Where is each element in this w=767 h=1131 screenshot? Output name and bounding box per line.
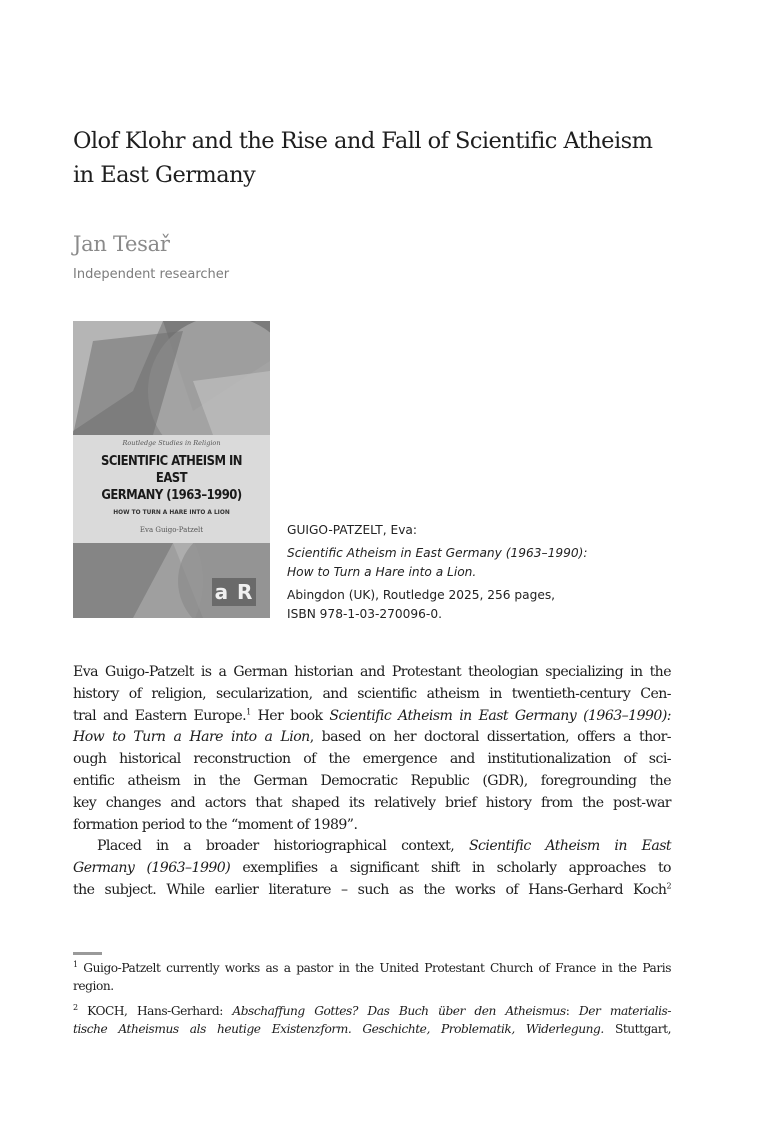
footnote-1 — [73, 960, 671, 995]
text-run: : — [565, 1004, 579, 1018]
bib-pub-line-1: Abingdon (UK), Routledge 2025, 256 pages, — [287, 587, 556, 602]
text-run: , based on her doctoral dissertation, offers a thor- — [309, 729, 671, 746]
paragraph-2 — [73, 836, 671, 901]
bib-title — [287, 544, 667, 583]
publisher-logo: a R — [212, 578, 256, 606]
bib-title-line-2: How to Turn a Hare into a Lion. — [287, 565, 477, 579]
text-line — [73, 706, 671, 728]
footnote-line — [73, 1003, 671, 1021]
text-line — [73, 727, 671, 749]
cover-author: Eva Guigo-Patzelt — [139, 526, 204, 534]
text-run: exemplifies a significant shift in scholarly approaches to — [230, 860, 671, 877]
text-line — [73, 880, 671, 902]
book-title-italic: Germany (1963–1990) — [73, 860, 231, 877]
book-title-italic: How to Turn a Hare into a Lion — [73, 729, 310, 746]
cover-title-line-1: SCIENTIFIC ATHEISM IN EAST — [100, 453, 243, 486]
bib-title-line-1: Scientific Atheism in East Germany (1963–1990): — [287, 545, 588, 560]
footnote-2 — [73, 1003, 671, 1038]
title-line-1: Olof Klohr and the Rise and Fall of Scientific Atheism — [73, 128, 653, 154]
text-run: Stuttgart, — [603, 1021, 671, 1036]
footnote-number: 2 — [73, 1002, 78, 1012]
text-line: key changes and actors that shaped its relatively brief history from the post-war — [73, 794, 671, 811]
footnote-number: 1 — [73, 959, 78, 969]
text-line — [73, 836, 671, 858]
text-line: formation period to the “moment of 1989”. — [73, 816, 358, 833]
text-run-italic: Abschaffung Gottes? Das Buch über den Atheismus — [232, 1004, 566, 1018]
text-run: Guigo-Patzelt currently works as a pastor in the United Protestant Church of France in the Paris — [77, 961, 671, 975]
text-run-italic: Der materialis- — [578, 1004, 671, 1018]
text-run: KOCH, Hans-Gerhard: — [77, 1004, 233, 1018]
title-line-2: in East Germany — [73, 162, 256, 188]
footnote-ref-2[interactable]: 2 — [666, 881, 671, 891]
text-line: entific atheism in the German Democratic Republic (GDR), foregrounding the — [73, 772, 671, 789]
text-line: history of religion, secularization, and scientific atheism in twentieth-century Cen- — [73, 685, 671, 702]
article-title — [73, 124, 693, 192]
author-affiliation: Independent researcher — [73, 267, 230, 282]
cover-title-band — [73, 435, 270, 543]
text-run: Placed in a broader historiographical context, — [97, 838, 469, 855]
text-run: tral and Eastern Europe. — [73, 707, 247, 724]
text-run-italic: tische Atheismus als heutige Existenzform. Geschichte, Problematik, Widerlegung. — [73, 1021, 604, 1036]
text-line: ough historical reconstruction of the emergence and institutionalization of sci- — [73, 751, 671, 768]
bib-author: GUIGO-PATZELT, Eva: — [287, 523, 417, 537]
text-line: Eva Guigo-Patzelt is a German historian and Protestant theologian specializing in the — [73, 664, 671, 680]
footnote-line: region. — [73, 978, 114, 993]
footnotes — [73, 960, 671, 1046]
text-run: Her book — [250, 707, 330, 724]
text-run: the subject. While earlier literature – such as the works of Hans-Gerhard Koch — [73, 881, 667, 898]
bibliographic-info — [287, 521, 667, 625]
book-title-italic: Scientific Atheism in East Germany (1963–1990): — [329, 707, 671, 724]
paragraph-1 — [73, 662, 671, 836]
footnote-separator — [73, 952, 102, 955]
book-cover — [73, 321, 270, 618]
cover-title — [87, 453, 256, 504]
bib-pub-line-2: ISBN 978-1-03-270096-0. — [287, 607, 442, 621]
book-title-italic: Scientific Atheism in East — [468, 838, 671, 855]
cover-series: Routledge Studies in Religion — [122, 439, 221, 447]
text-line — [73, 858, 671, 880]
cover-title-line-2: GERMANY (1963–1990) — [101, 487, 242, 503]
footnote-line — [73, 1021, 671, 1039]
cover-subtitle: HOW TO TURN A HARE INTO A LION — [113, 508, 230, 516]
article-author: Jan Tesař — [73, 232, 170, 256]
bib-publication — [287, 586, 667, 625]
footnote-ref-1[interactable]: 1 — [246, 706, 251, 716]
footnote-line — [73, 960, 671, 978]
body-text — [73, 662, 671, 902]
